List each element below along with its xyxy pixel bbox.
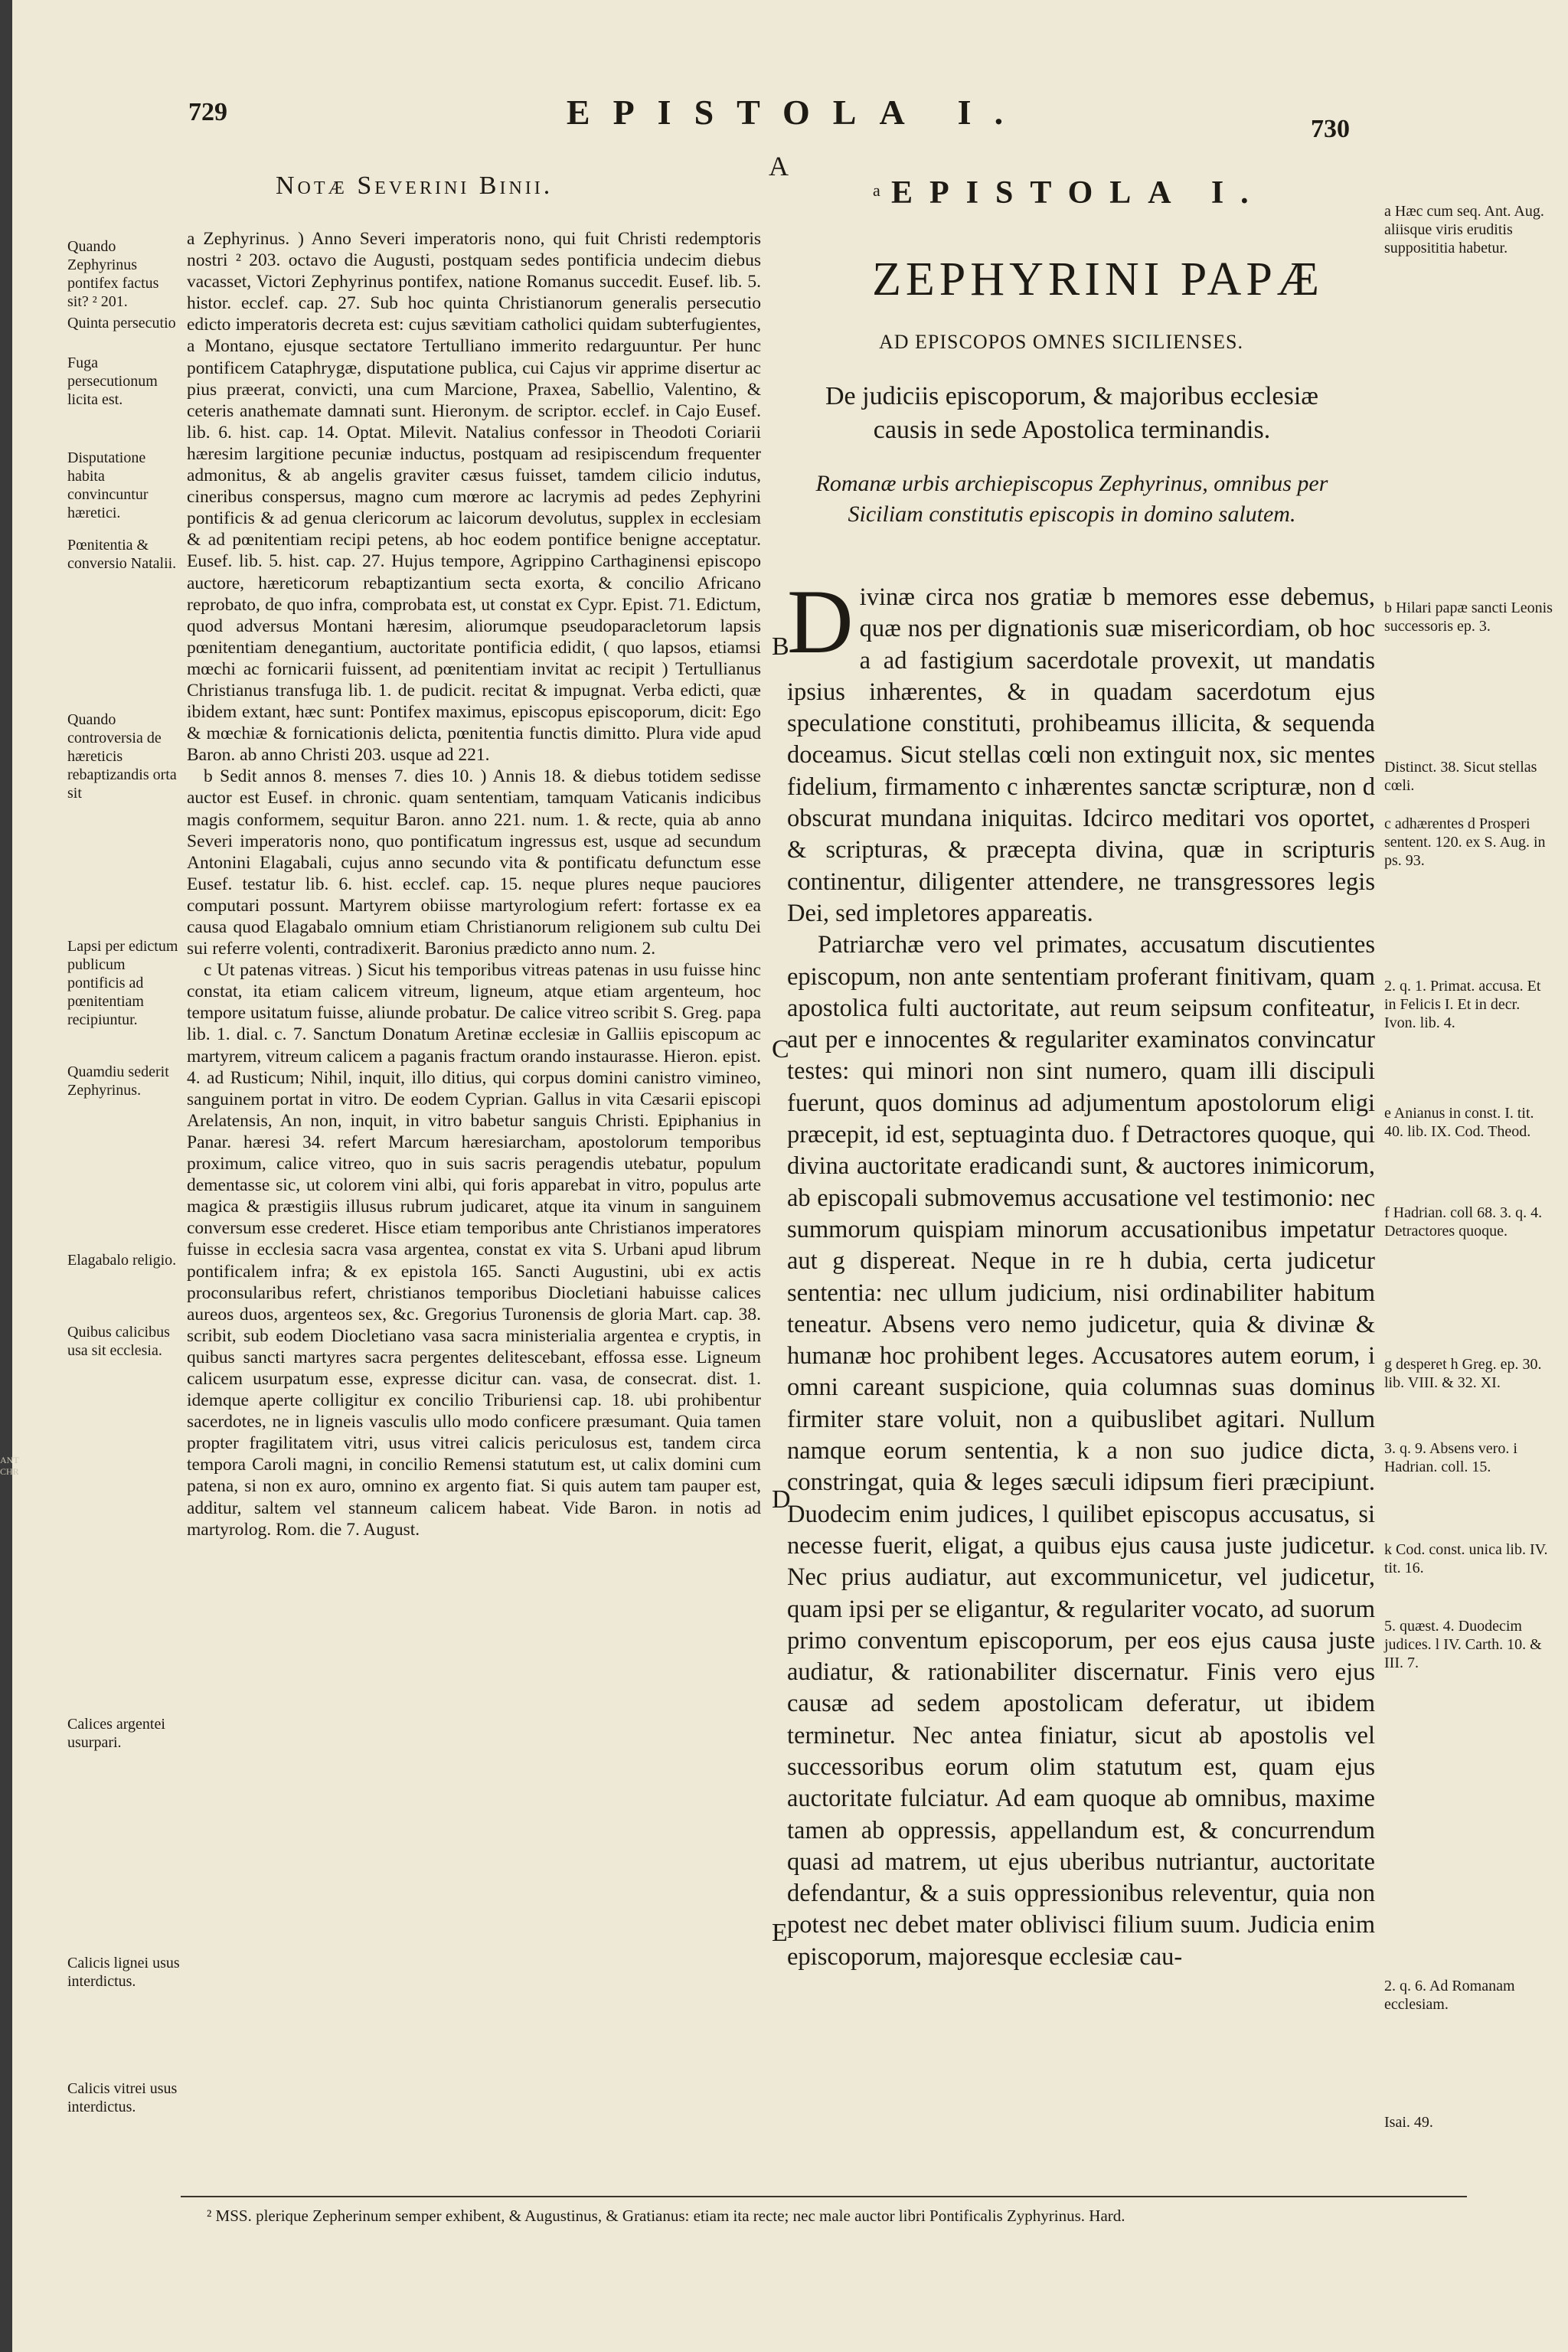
margin-note: Calicis lignei usus interdictus. bbox=[67, 1955, 180, 1990]
binding-gutter bbox=[0, 0, 12, 2352]
epistle-title: ZEPHYRINI PAPÆ bbox=[872, 253, 1324, 305]
margin-note: 3. q. 9. Absens vero. i Hadrian. coll. 15. bbox=[1384, 1440, 1517, 1475]
margin-note: f Hadrian. coll 68. 3. q. 4. Detractores quoque. bbox=[1384, 1204, 1543, 1240]
margin-note: Calicis vitrei usus interdictus. bbox=[67, 2080, 178, 2115]
section-letter: E bbox=[772, 1919, 788, 1947]
margin-note: Lapsi per edictum publicum pontificis ad pœnitentiam recipiuntur. bbox=[67, 938, 178, 1028]
running-title: EPISTOLA I. bbox=[566, 93, 1027, 132]
margin-note: Elagabalo religio. bbox=[67, 1252, 177, 1269]
notes-heading: Notæ Severini Binii. bbox=[276, 172, 554, 200]
margin-note: k Cod. const. unica lib. IV. tit. 16. bbox=[1384, 1541, 1548, 1576]
margin-note: Disputatione habita convincuntur hæretici. bbox=[67, 449, 149, 521]
footnote: ² MSS. plerique Zepherinum semper exhibent, & Augustinus, & Gratianus: etiam ita recte; nec male auctor libri Pontificalis Zyphyrinus. Hard. bbox=[207, 2207, 1125, 2225]
note-paragraph: c Ut patenas vitreas. ) Sicut his temporibus vitreas patenas in usu fuisse hinc constat, ita etiam calicem vitreum, ligneum, atque etiam argenteum, hoc tempore usitatum fuisse, aliunde probatur. De calice vitreo scribit S. Greg. papa lib. 1. dial. c. 7. Sanctum Donatum Aretinæ ecclesiæ in Galliis episcopum ac martyrem, vitreum calicem a paganis fractum orando instaurasse. Hieron. epist. 4. ad Rusticum; Nihil, inquit, illo ditius, qui corpus domini canistro vimineo, sanguinem portat in vitro. De eodem Cyprian. Gallus in vita Cæsarii episcopi Arelatensis, An non, inquit, in vitro babetur sanguis Christi. Epiphanius in Panar. hæresi 34. refert Marcum hæresiarcham, apostolorum temporibus proximum, calice vitreo, quo in suis sacris peragendis utebatur, populum dementasse sic, ut colorem vini albi, qui foris apparebat in vitro, populus arte magica & præstigiis illusus rubrum judicaret, atque ita vinum in sanguinem conversum esse crederet. Hisce etiam temporibus ante Christianos imperatores fuisse in ecclesia sacra vasa argentea, constat ex vita S. Urbani apud librum pontificalem infra; & ex epistola 165. Sancti Augustini, ubi ex actis proconsularibus refert, christianos temporibus Diocletiani habuisse calices aureos duos, argenteos sex, &c. Gregorius Turonensis de gloria Mart. cap. 38. scribit, sub eodem Diocletiano vasa sacra ministerialia argentea e cryptis, in quibus sancti martyres sacra pergentes delitescebant, effossa esse. Ligneum calicem usurpatum esse, expresse dicitur can. vasa, de consecrat. dist. 1. idemque aperte colligitur ex concilio Triburiensi cap. 18. ubi prohibentur sacerdotes, ne in ligneis vasculis ullo modo conficere præsumant. Quia tamen propter fragilitatem vitri, usus vitrei calicis periculosus est, tandem circa tempora Caroli magni, in concilio Remensi statutum est, ut calix domini cum patena, si non ex auro, omnino ex argento fiat. Si quis autem tam pauper est, additur, saltem vel stanneum calicem habeat. Vide Baron. in notis ad martyrolog. Rom. die 7. August. bbox=[187, 960, 761, 1540]
margin-note: a Hæc cum seq. Ant. Aug. aliisque viris eruditis supposititia habetur. bbox=[1384, 203, 1544, 256]
epistle-body bbox=[787, 570, 1375, 1973]
gutter-marks: ANT CHR bbox=[0, 1455, 19, 1477]
margin-note: 2. q. 1. Primat. accusa. Et in Felicis I. Et in decr. Ivon. lib. 4. bbox=[1384, 978, 1541, 1031]
epistle-heading-note: a bbox=[873, 181, 880, 200]
margin-note: Pœnitentia & conversio Natalii. bbox=[67, 537, 177, 572]
margin-note: Calices argentei usurpari. bbox=[67, 1716, 165, 1751]
section-letter: B bbox=[772, 632, 789, 661]
margin-note: 2. q. 6. Ad Romanam ecclesiam. bbox=[1384, 1978, 1515, 2013]
footnote-rule bbox=[181, 2196, 1467, 2197]
margin-note: Distinct. 38. Sicut stellas cœli. bbox=[1384, 759, 1537, 794]
margin-note: Quando controversia de hæreticis rebaptizandis orta sit bbox=[67, 711, 177, 802]
left-page-number: 729 bbox=[188, 98, 227, 126]
section-marker-top: A bbox=[769, 151, 789, 181]
margin-note: Quibus calicibus usa sit ecclesia. bbox=[67, 1324, 170, 1359]
margin-note: Quamdiu sederit Zephyrinus. bbox=[67, 1063, 169, 1099]
section-letter: D bbox=[772, 1485, 791, 1514]
margin-note: Quinta persecutio bbox=[67, 315, 176, 332]
drop-cap: D bbox=[787, 570, 854, 672]
section-letter: C bbox=[772, 1035, 789, 1063]
epistle-paragraph: Divinæ circa nos gratiæ b memores esse debemus, quæ nos per dignationis suæ misericordiam, ob hoc a ad fastigium sacerdotale provexit, ut mandatis ipsius inhærentes, & in quadam sacerdotum ejus speculatione constituti, prohibeamus illicita, & sequenda doceamus. Sicut stellas cœli non extinguit nox, sic mentes fidelium, firmamento c inhærentes sanctæ scripturæ, non d obscurat mundana iniquitas. Idcirco meditari vos oportet, & scripturas, & præcepta divina, quæ in scripturis continentur, diligenter attendere, ne transgressores legis Dei, sed impletores appareatis. bbox=[787, 570, 1375, 927]
note-paragraph: a Zephyrinus. ) Anno Severi imperatoris nono, qui fuit Christi redemptoris nostri ² 203. octavo die Augusti, postquam sedes pontificia undecim diebus vacasset, Victori Zephyrinus pontifex, natione Romanus succedit. Eusef. lib. 5. histor. ecclef. cap. 27. Sub hoc quinta Christianorum generalis persecutio edicto imperatoris decreta est: cujus sævitiam catholici quidam subterfugientes, a Montano, ejusque sectatore Tertulliano immerito redarguuntur. Per hunc pontificem Cataphrygæ, disputatione publica, cui Cajus vir apprime disertur ac pius præerat, convicti, una cum Marcione, Praxea, Sabellio, Valentino, & ceteris anathemate damnati sunt. Hieronym. de scriptor. ecclef. in Cajo Eusef. lib. 6. hist. cap. 14. Optat. Milevit. Natalius confessor in Theodoti Coriarii hæresim largitione pecuniæ inductus, postquam ad resipiscendum frequenter admonitus, & ab angelis graviter cæsus fuisset, tamdem cilicio indutus, cineribus conspersus, magno cum mœrore ac lacrymis ad pedes Zephyrini pontificis & ad genua clericorum ac laicorum devolutus, supplex in ecclesiam & ad pœnitentiam recipi petens, ab hoc eodem pontifice benigne acceptatur. Eusef. lib. 5. hist. cap. 27. Hujus tempore, Agrippino Carthaginensi episcopo auctore, hæreticorum rebaptizantium secta exorta, & concilio Africano reprobato, de quo infra, comprobata est, ut constat ex Cypr. Epist. 71. Edictum, quod adversus Montani hæresim, aliorumque pseudoparacletorum lapsis pœnitentiam denegantium, auctoritate pontificia edidit, ( quo lapsos, etiamsi mœchi ac fornicarii fuissent, ad pœnitentiam invitat ac recipit ) Tertullianus Christianus transfuga lib. 1. de pudicit. recitat & impugnat. Verba edicti, quæ ibidem extant, hæc sunt: Pontifex maximus, episcopus episcoporum, dicit: Ego & mœchiæ & fornicationis delicta, pœnitentia functis dimitto. Plura vide apud Baron. ab anno Christi 203. usque ad 221. bbox=[187, 229, 761, 766]
epistle-paragraph: Patriarchæ vero vel primates, accusatum discutientes episcopum, non ante sententiam proferant finitivam, quam apostolica fulti auctoritate, aut reum seipsum confiteatur, aut per e innocentes & regulariter examinatos convincatur testes: qui minori non sint numero, quam illi discipuli fuerunt, quos dominus ad adjumentum apostolorum eligi præcepit, id est, septuaginta duo. f Detractores quoque, qui divina auctoritate eradicandi sunt, & auctores inimicorum, ab episcopali submovemus accusatione vel testimonio: nec summorum quispiam minorum accusationibus impetatur aut g dispereat. Neque in re h dubia, certa judicetur sententia: nec ullum judicium, nisi ordinabiliter habitum teneatur. Absens vero nemo judicetur, quia & divinæ & humanæ hoc prohibent leges. Accusatores autem eorum, i omni careant suspicione, quia columnas suas dominus firmiter stare voluit, non a quibuslibet agitari. Nullum namque eorum sententia, k a non suo judice dicta, constringat, quia & leges sæculi idipsum fieri præcipiunt. Duodecim enim judices, l quilibet episcopus accusatus, si necesse fuerit, eligat, a quibus ejus causa juste judicetur. Nec prius audiatur, aut excommunicetur, vel judicetur, quam ipsi per se eligantur, & regulariter vocato, ad suorum primo conventum episcoporum, per eos ejus causa juste audiatur, & rationabiliter discernatur. Finis vero ejus causæ ad sedem apostolicam deferatur, ut ibidem terminetur. Nec antea finiatur, sicut ab apostolis vel successoribus eorum olim statutum est, quam ejus auctoritate fulciatur. Ad eam quoque ab omnibus, maxime tamen ab oppressis, appellandum est, & concurrendum quasi ad matrem, ut ejus uberibus nutriantur, auctoritate defendantur, & a suis oppressionibus releventur, quia non potest nec debet mater oblivisci filium suum. Judicia enim episcoporum, majoresque ecclesiæ cau- bbox=[787, 931, 1375, 1971]
margin-note: Isai. 49. bbox=[1384, 2114, 1433, 2131]
margin-note: e Anianus in const. I. tit. 40. lib. IX. Cod. Theod. bbox=[1384, 1105, 1534, 1140]
margin-note: Quando Zephyrinus pontifex factus sit? ² 201. bbox=[67, 238, 159, 310]
epistle-heading: EPISTOLA I. bbox=[891, 175, 1266, 211]
margin-note: g desperet h Greg. ep. 30. lib. VIII. & 32. XI. bbox=[1384, 1356, 1542, 1391]
margin-note: 5. quæst. 4. Duodecim judices. l IV. Carth. 10. & III. 7. bbox=[1384, 1618, 1542, 1671]
margin-note: c adhærentes d Prosperi sentent. 120. ex S. Aug. in ps. 93. bbox=[1384, 815, 1546, 869]
epistle-subtitle: AD EPISCOPOS OMNES SICILIENSES. bbox=[879, 331, 1243, 353]
notes-body bbox=[187, 228, 761, 1540]
note-paragraph: b Sedit annos 8. menses 7. dies 10. ) Annis 18. & diebus totidem sedisse auctor est Eusef. in chronic. quam sententiam, tamquam Vaticanis indicibus magis conformem, sequitur Baron. anno 221. num. 1. & recte, quia ab anno Severi imperatoris nono, quo pontificatum ingressus est, usque ad secundum Antonini Elagabali, cujus anno secundo vita & pontificatu defunctum esse Eusef. testatur lib. 6. hist. ecclef. cap. 15. neque plures neque pauciores computari possunt. Martyrem obiisse martyrologium refert: fortasse ex ea causa quod Elagabalo omnium etiam Christianorum religionem sub cultu Dei sui referre volenti, contradixerit. Baronius prædicto anno num. 2. bbox=[187, 766, 761, 959]
epistle-salutation: Romanæ urbis archiepiscopus Zephyrinus, omnibus per Siciliam constitutis episcopis in domino salutem. bbox=[815, 471, 1328, 527]
right-page-number: 730 bbox=[1311, 115, 1350, 143]
margin-note: Fuga persecutionum licita est. bbox=[67, 354, 158, 408]
margin-note: b Hilari papæ sancti Leonis successoris ep. 3. bbox=[1384, 599, 1553, 635]
epistle-summary: De judiciis episcoporum, & majoribus ecclesiæ causis in sede Apostolica terminandis. bbox=[825, 382, 1318, 444]
